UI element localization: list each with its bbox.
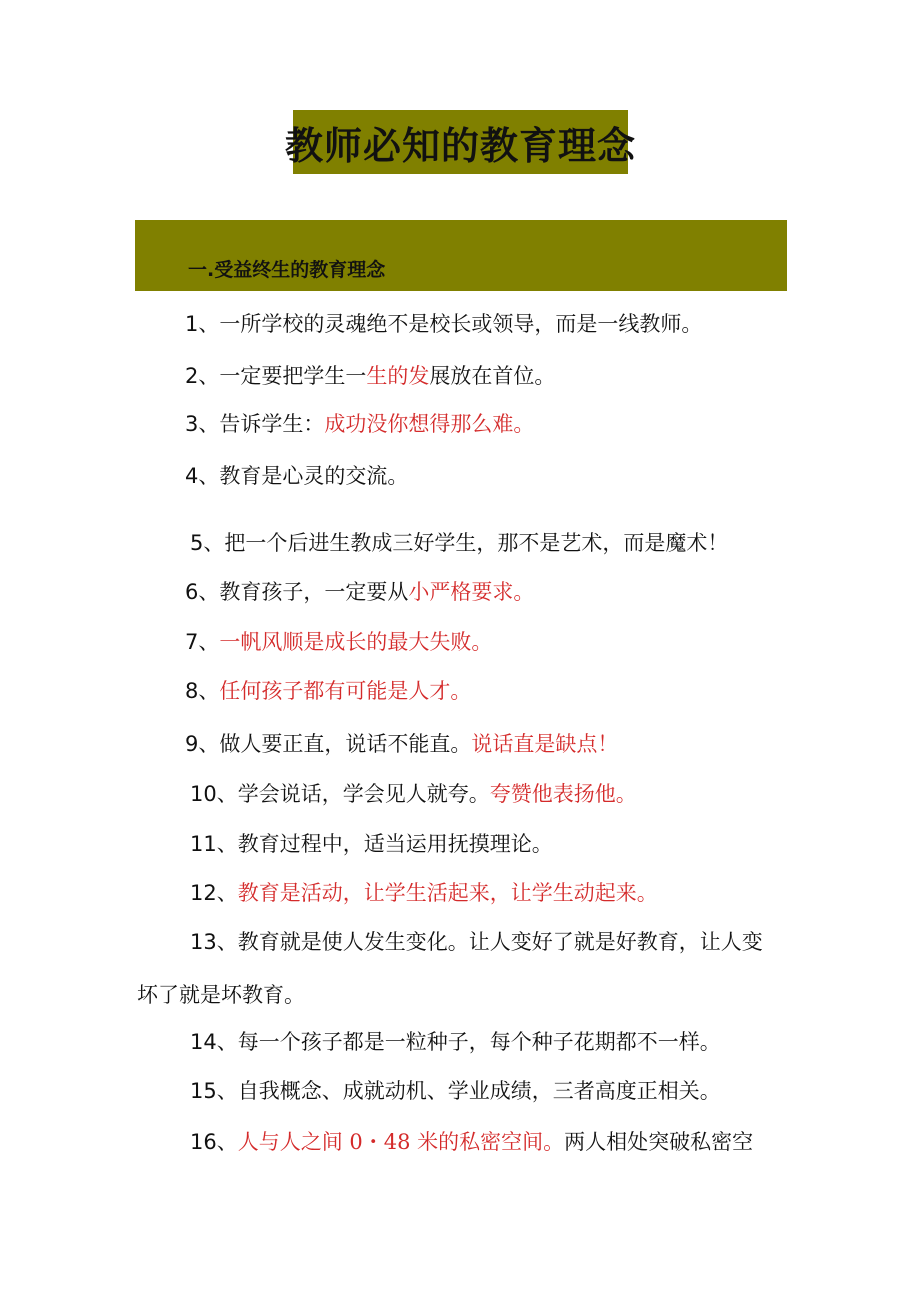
highlighted-text: 夸赞他表扬他。 <box>489 782 637 806</box>
section-banner <box>135 220 787 291</box>
item-text: 、 <box>216 881 238 905</box>
item-text: 、教育过程中，适当运用抚摸理论。 <box>216 832 553 856</box>
item-text: 展放在首位。 <box>429 364 556 388</box>
list-item <box>185 582 534 603</box>
list-item <box>190 932 763 953</box>
highlighted-text: 成功没你想得那么难。 <box>324 412 535 436</box>
item-text: 、把一个后进生教成三好学生，那不是艺术，而是魔术！ <box>203 531 729 555</box>
item-number: 5 <box>190 531 204 555</box>
item-number: 12 <box>190 881 217 905</box>
highlighted-text: 一帆风顺是成长的最大失败。 <box>219 630 493 654</box>
item-text: 、每一个孩子都是一粒种子，每个种子花期都不一样。 <box>216 1030 721 1054</box>
list-item <box>185 681 471 702</box>
item-text: 、教育就是使人发生变化。让人变好了就是好教育，让人变 <box>216 930 763 954</box>
item-number: 11 <box>190 832 217 856</box>
item-number: 4 <box>185 464 199 488</box>
item-text: 、告诉学生： <box>198 412 325 436</box>
list-item <box>185 314 702 335</box>
item-number: 10 <box>190 782 217 806</box>
item-text: 、自我概念、成就动机、学业成绩，三者高度正相关。 <box>216 1079 721 1103</box>
item-text: 、学会说话，学会见人就夸。 <box>216 782 490 806</box>
item-text: 、教育是心灵的交流。 <box>198 464 409 488</box>
item-text: 、教育孩子，一定要从 <box>198 580 409 604</box>
list-item <box>185 466 408 487</box>
item-number: 13 <box>190 930 217 954</box>
section-heading: 一.受益终生的教育理念 <box>188 259 386 281</box>
item-number: 14 <box>190 1030 217 1054</box>
highlighted-text: 小严格要求。 <box>408 580 535 604</box>
list-item <box>137 985 305 1006</box>
item-text: 、 <box>216 1130 238 1154</box>
list-item <box>190 1032 721 1053</box>
item-text: 、一定要把学生一 <box>198 364 367 388</box>
document-title: 教师必知的教育理念 <box>285 122 637 168</box>
item-text: 、做人要正直，说话不能直。 <box>198 732 472 756</box>
highlighted-text: 说话直是缺点！ <box>471 732 619 756</box>
item-text: 、 <box>198 630 220 654</box>
item-text: 、 <box>198 679 220 703</box>
highlighted-text: 人与人之间 0・48 米的私密空间。 <box>237 1130 565 1154</box>
item-text: 、一所学校的灵魂绝不是校长或领导，而是一线教师。 <box>198 312 703 336</box>
item-number: 3 <box>185 412 199 436</box>
list-item <box>190 784 637 805</box>
item-number: 6 <box>185 580 199 604</box>
list-item <box>190 883 658 904</box>
list-item <box>190 533 728 554</box>
item-number: 9 <box>185 732 199 756</box>
list-item <box>190 1081 721 1102</box>
item-number: 2 <box>185 364 199 388</box>
highlighted-text: 任何孩子都有可能是人才。 <box>219 679 472 703</box>
list-item <box>185 414 534 435</box>
item-number: 15 <box>190 1079 217 1103</box>
highlighted-text: 教育是活动，让学生活起来，让学生动起来。 <box>237 881 658 905</box>
item-text: 两人相处突破私密空 <box>564 1130 754 1154</box>
list-item <box>185 366 555 387</box>
list-item <box>190 1132 753 1153</box>
item-text: 坏了就是坏教育。 <box>137 983 305 1007</box>
title-banner <box>285 110 637 174</box>
list-item <box>185 632 492 653</box>
list-item <box>190 834 553 855</box>
highlighted-text: 生的发 <box>366 364 430 388</box>
item-number: 7 <box>185 630 199 654</box>
item-number: 8 <box>185 679 199 703</box>
item-number: 16 <box>190 1130 217 1154</box>
item-number: 1 <box>185 312 199 336</box>
list-item <box>185 734 618 755</box>
